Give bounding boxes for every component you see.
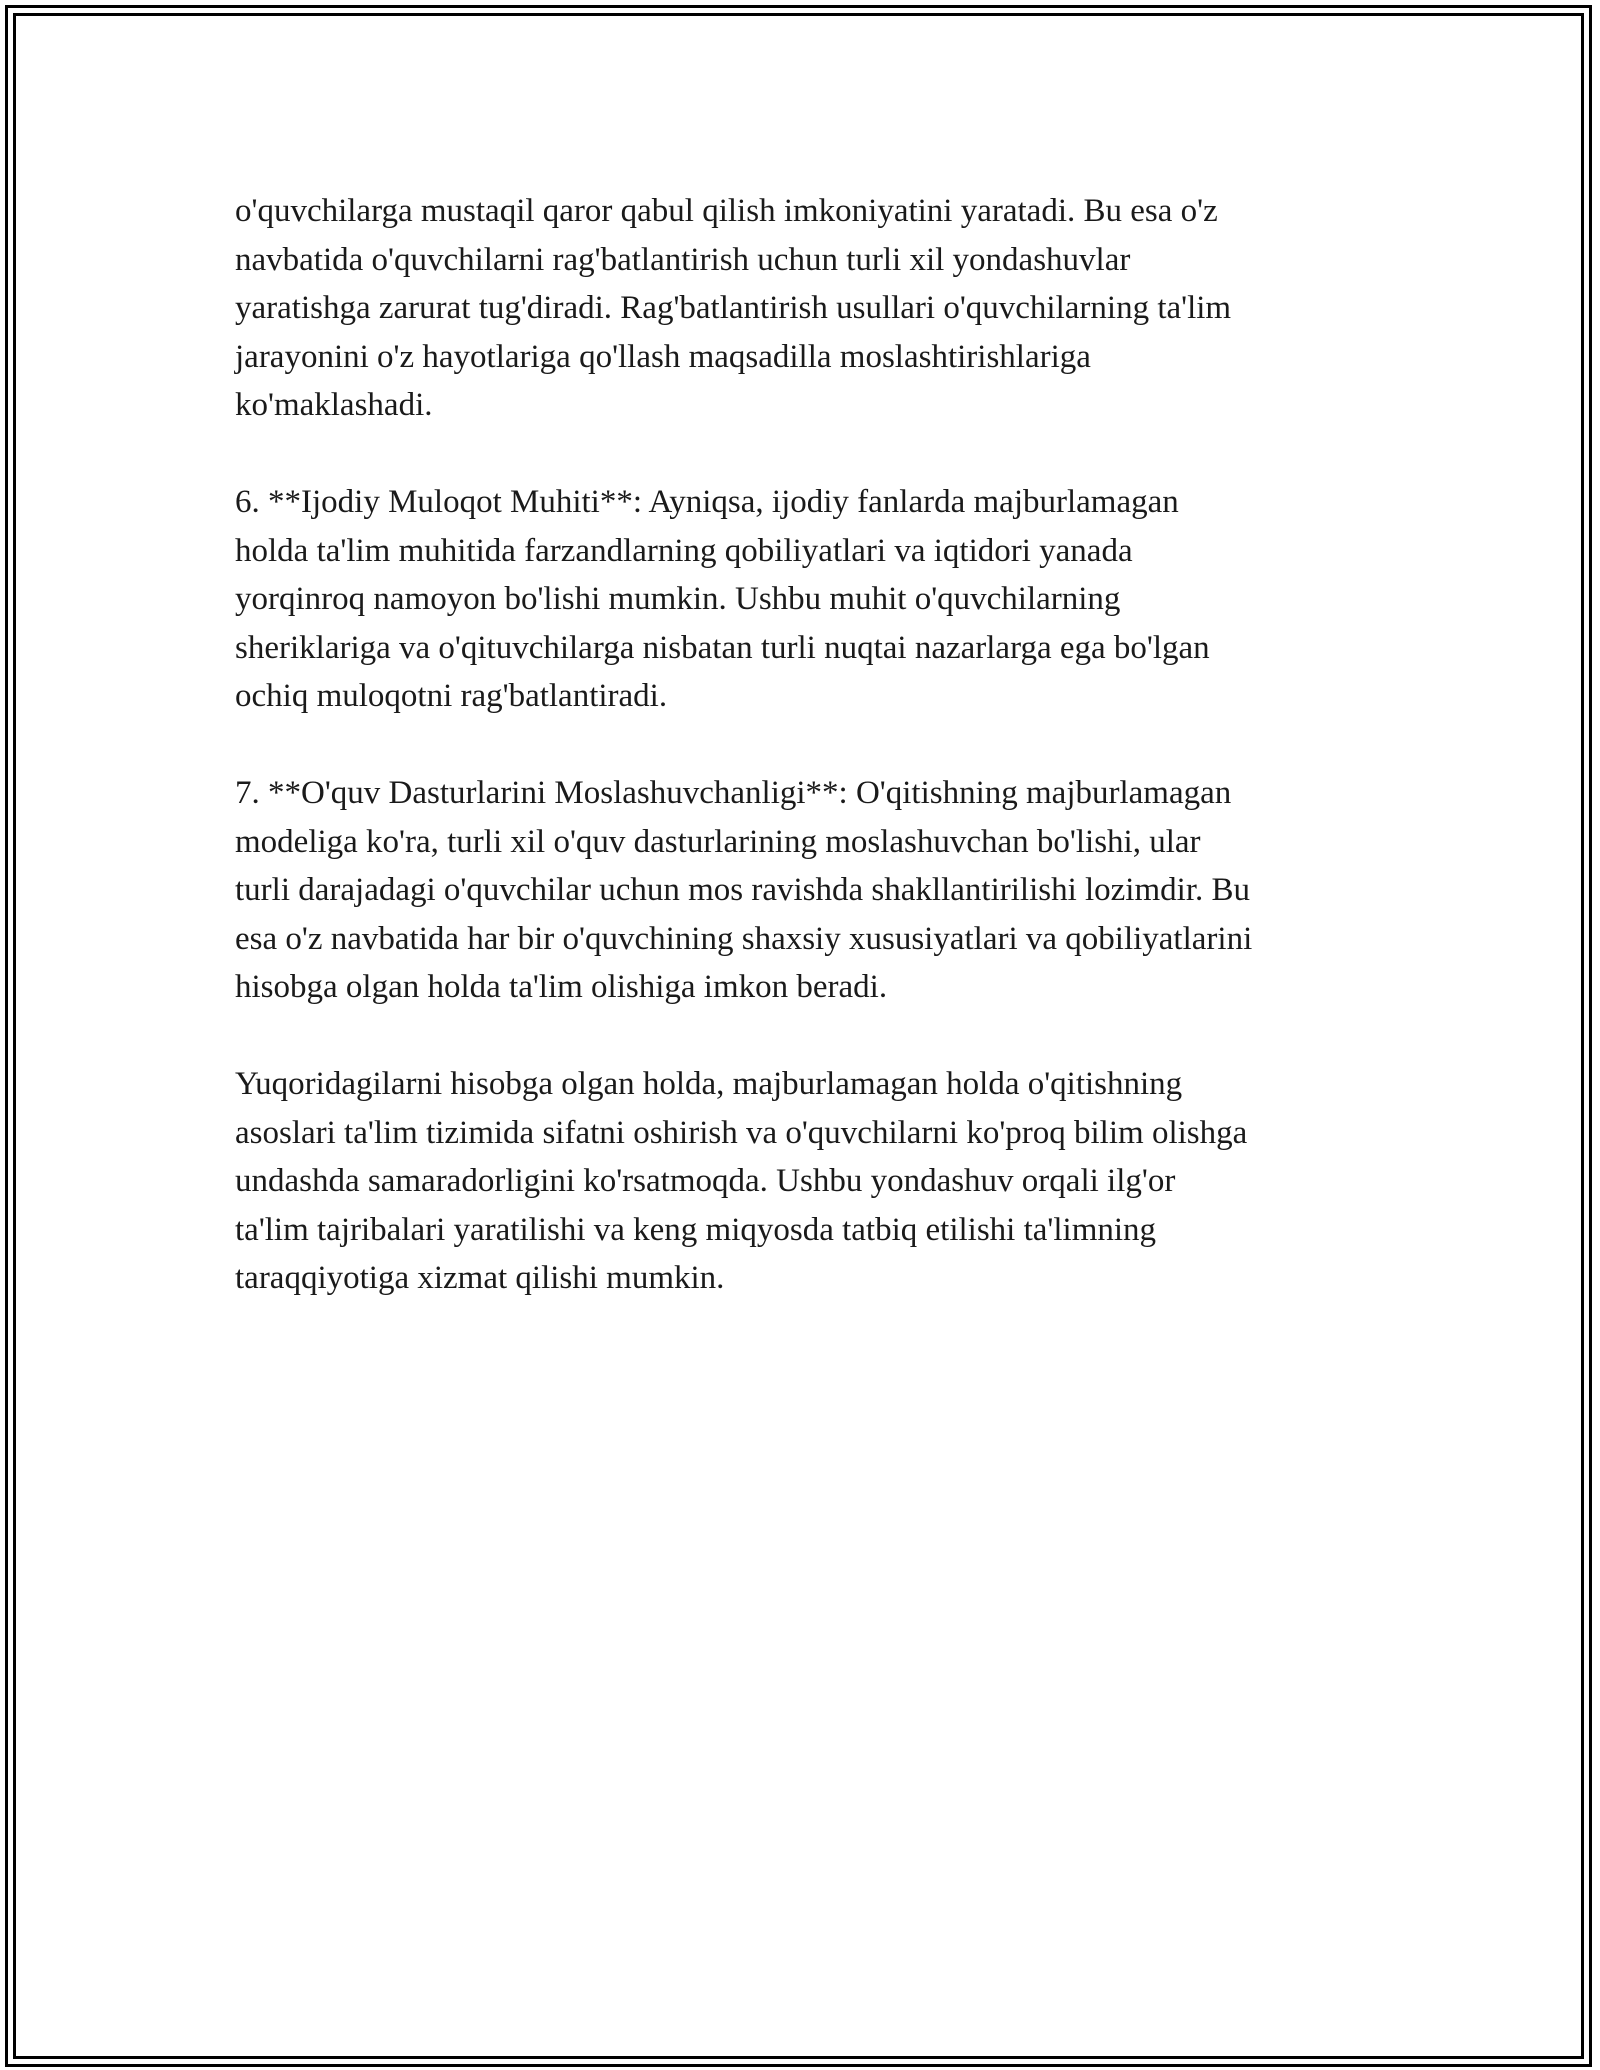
paragraph-oquv-dasturlari-moslashuvchanligi: 7. **O'quv Dasturlarini Moslashuvchanligi**: O'qitishning majburlamagan modeliga ko'ra, turli xil o'quv dasturlarining moslashuvchan bo'lishi, ular turli darajadagi o'quvchilar uchun mos ravishda shakllantirilishi lozimdir. Bu esa o'z navbatida har bir o'quvchining shaxsiy xususiyatlari va qobiliyatlarini hisobga olgan holda ta'lim olishiga imkon beradi. bbox=[235, 775, 1253, 1005]
paragraph-intro-continuation: o'quvchilarga mustaqil qaror qabul qilish imkoniyatini yaratadi. Bu esa o'z navbatida o'quvchilarni rag'batlantirish uchun turli xil yondashuvlar yaratishga zarurat tug'diradi. Rag'batlantirish usullari o'quvchilarning ta'lim jarayonini o'z hayotlariga qo'llash maqsadilla moslashtirishlariga ko'maklashadi. bbox=[235, 193, 1232, 423]
paragraph-conclusion: Yuqoridagilarni hisobga olgan holda, majburlamagan holda o'qitishning asoslari ta'lim tizimida sifatni oshirish va o'quvchilarni ko'proq bilim olishga undashda samaradorligini ko'rsatmoqda. Ushbu yondashuv orqali ilg'or ta'lim tajribalari yaratilishi va keng miqyosda tatbiq etilishi ta'limning taraqqiyotiga xizmat qilishi mumkin. bbox=[235, 1066, 1248, 1296]
paragraph-ijodiy-muloqot-muhiti: 6. **Ijodiy Muloqot Muhiti**: Ayniqsa, ijodiy fanlarda majburlamagan holda ta'lim muhitida farzandlarning qobiliyatlari va iqtidori yanada yorqinroq namoyon bo'lishi mumkin. Ushbu muhit o'quvchilarning sheriklariga va o'qituvchilarga nisbatan turli nuqtai nazarlarga ega bo'lgan ochiq muloqotni rag'batlantiradi. bbox=[235, 484, 1210, 714]
document-body bbox=[235, 187, 1375, 1351]
